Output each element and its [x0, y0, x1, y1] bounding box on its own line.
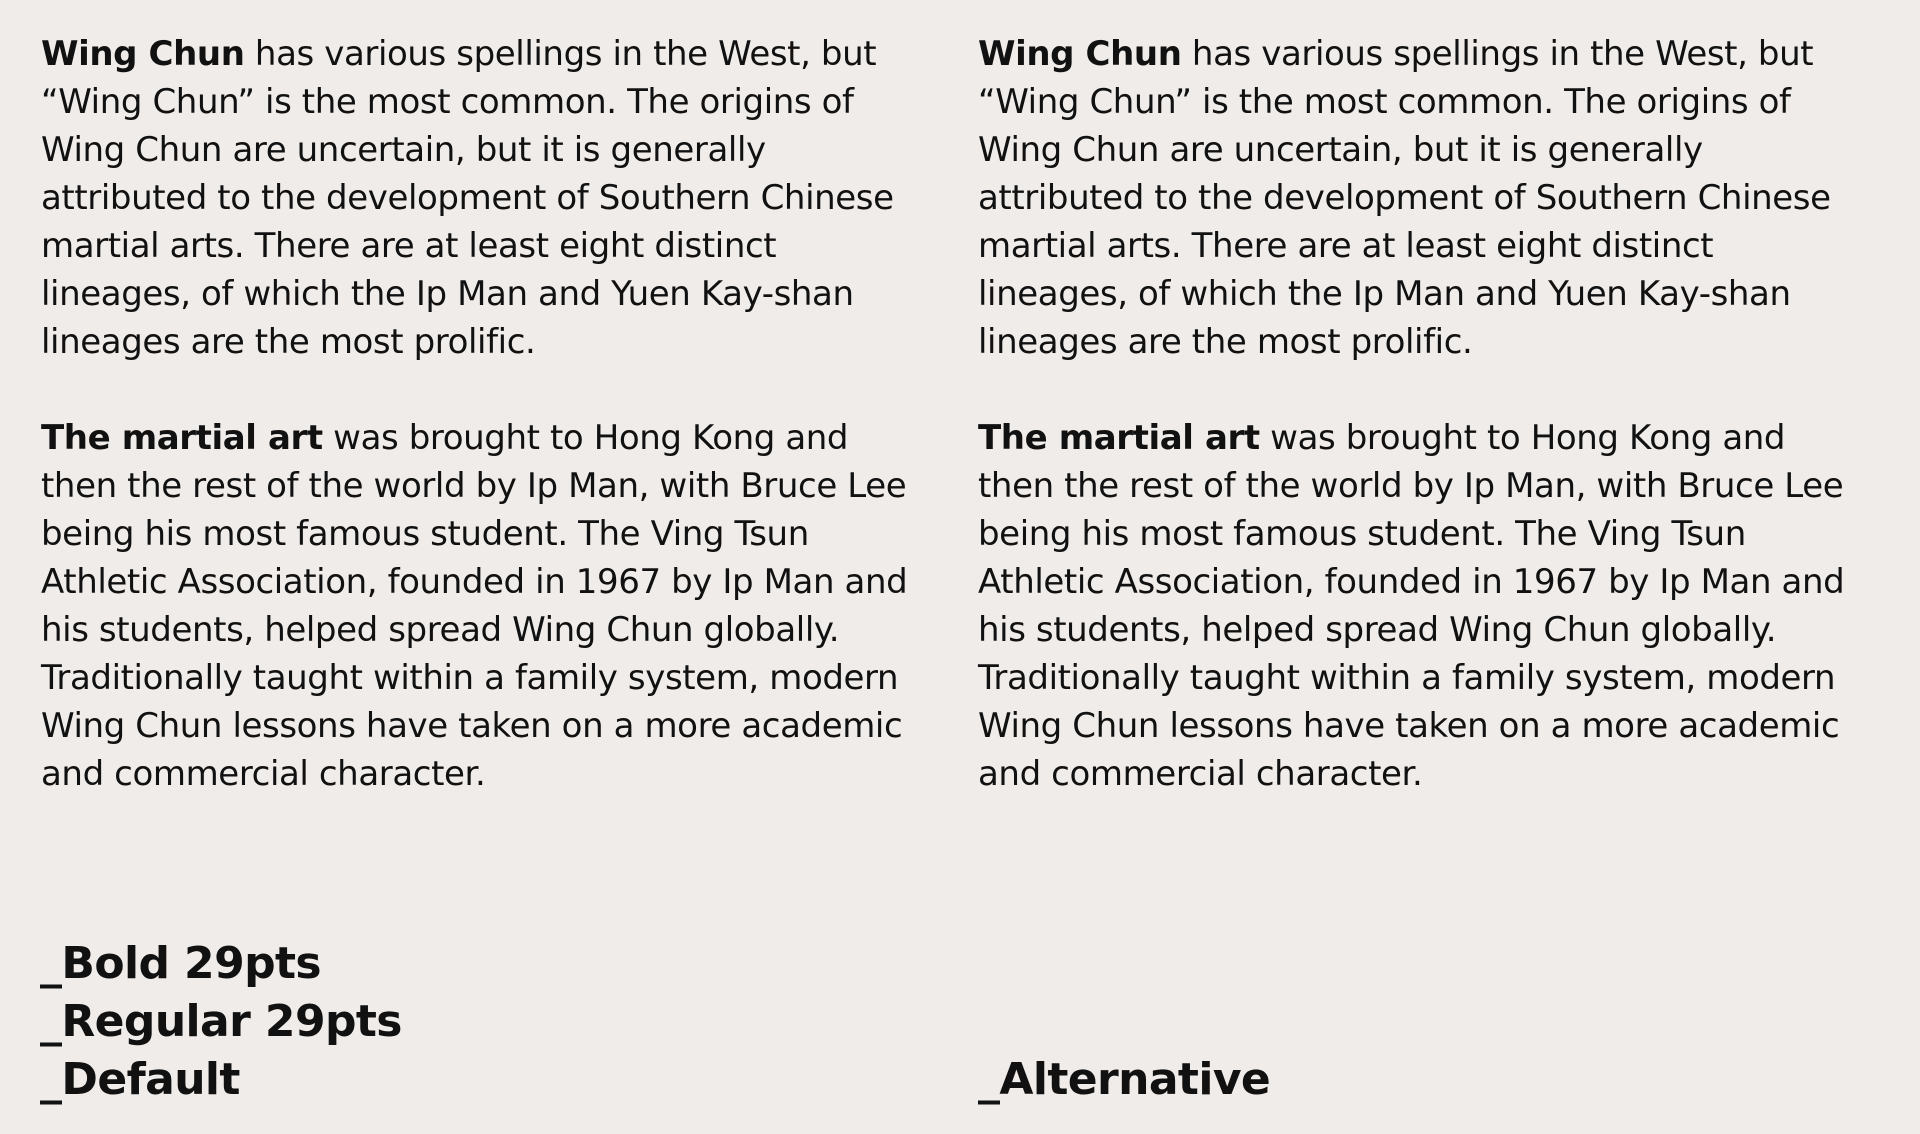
paragraph-lead-bold: Wing Chun: [41, 34, 245, 74]
default-specimen-labels: [40, 935, 402, 1109]
paragraph-body: was brought to Hong Kong and then the rest of the world by Ip Man, with Bruce Lee being his most famous student. The Ving Tsun Athletic Association, founded in 1967 by Ip Man and his students, helped spread Wing Chun globally. Traditionally taught within a family system, modern Wing Chun lessons have taken on a more academic and commercial character.: [41, 418, 908, 794]
alternative-specimen-labels: [978, 935, 1270, 1109]
paragraph-body: has various spellings in the West, but “Wing Chun” is the most common. The origins of Wing Chun are uncertain, but it is generally attributed to the development of Southern Chinese martial arts. There are at least eight distinct lineages, of which the Ip Man and Yuen Kay-shan lineages are the most prolific.: [978, 34, 1831, 362]
paragraph-body: has various spellings in the West, but “Wing Chun” is the most common. The origins of Wing Chun are uncertain, but it is generally attributed to the development of Southern Chinese martial arts. There are at least eight distinct lineages, of which the Ip Man and Yuen Kay-shan lineages are the most prolific.: [41, 34, 894, 362]
paragraph-lead-bold: The martial art: [978, 418, 1260, 458]
alternative-specimen-column: [978, 30, 1868, 798]
bold-size-label: _Bold 29pts: [40, 938, 322, 989]
default-specimen-column: [41, 30, 931, 798]
specimen-paragraph-2: [978, 414, 1868, 798]
specimen-paragraph-1: [978, 30, 1868, 366]
alternative-variant-label: _Alternative: [978, 1054, 1271, 1105]
paragraph-lead-bold: Wing Chun: [978, 34, 1182, 74]
default-variant-label: _Default: [40, 1054, 240, 1105]
specimen-paragraph-1: [41, 30, 931, 366]
paragraph-lead-bold: The martial art: [41, 418, 323, 458]
regular-size-label: _Regular 29pts: [40, 996, 402, 1047]
paragraph-body: was brought to Hong Kong and then the rest of the world by Ip Man, with Bruce Lee being his most famous student. The Ving Tsun Athletic Association, founded in 1967 by Ip Man and his students, helped spread Wing Chun globally. Traditionally taught within a family system, modern Wing Chun lessons have taken on a more academic and commercial character.: [978, 418, 1845, 794]
specimen-paragraph-2: [41, 414, 931, 798]
